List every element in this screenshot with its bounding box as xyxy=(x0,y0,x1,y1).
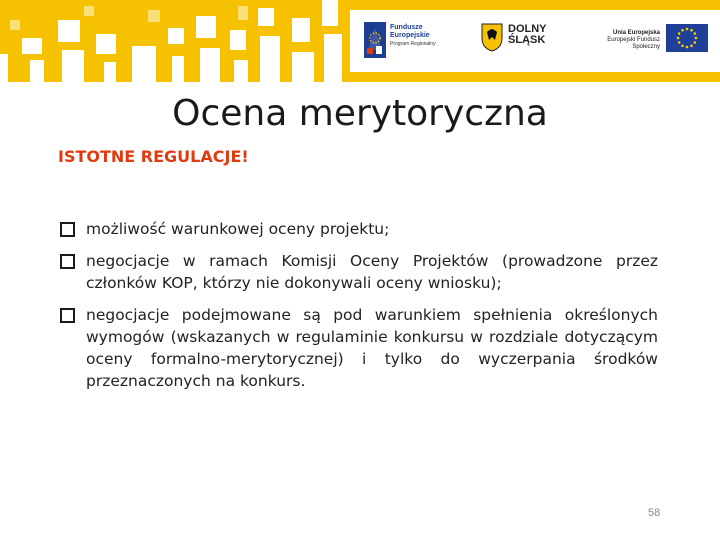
banner-decor xyxy=(30,60,44,82)
bullet-item xyxy=(58,250,658,294)
dolny-slask-text xyxy=(508,24,547,46)
banner-decor xyxy=(324,34,342,82)
banner-decor xyxy=(0,54,8,82)
bullet-text: możliwość warunkowej oceny projektu; xyxy=(86,220,390,238)
banner-decor xyxy=(292,52,314,82)
fundusze-europejskie-icon xyxy=(364,22,386,58)
checkbox-square-icon xyxy=(60,222,75,237)
banner-decor xyxy=(196,16,216,38)
banner-decor xyxy=(258,8,274,26)
fe-line1: Fundusze xyxy=(390,24,423,31)
banner-decor xyxy=(96,34,116,54)
slide-subtitle: ISTOTNE REGULACJE! xyxy=(58,147,249,166)
banner-decor xyxy=(260,36,280,82)
ds-line1: DOLNY xyxy=(508,23,547,35)
banner-decor xyxy=(84,6,94,16)
banner-decor xyxy=(234,60,248,82)
banner-decor xyxy=(230,30,246,50)
banner-decor xyxy=(292,18,310,42)
ds-line2: ŚLĄSK xyxy=(508,34,546,46)
ue-line2: Europejski Fundusz Społeczny xyxy=(607,37,660,50)
header-banner xyxy=(0,0,720,82)
fe-line2: Europejskie xyxy=(390,32,430,39)
fundusze-europejskie-logo xyxy=(364,18,474,64)
bullet-text: negocjacje w ramach Komisji Oceny Projektów (prowadzone przez członków KOP, którzy nie dokonywali oceny wniosku); xyxy=(86,252,658,292)
banner-decor xyxy=(10,20,20,30)
dolny-slask-eagle-icon xyxy=(480,22,504,52)
banner-decor xyxy=(62,50,84,82)
bullet-text: negocjacje podejmowane są pod warunkiem spełnienia określonych wymogów (wskazanych w regulaminie konkursu w rozdziale dotyczącym oceny formalno-merytorycznej) i tylko do wyczerpania środków przeznaczonych na konkurs. xyxy=(86,306,658,390)
checkbox-square-icon xyxy=(60,308,75,323)
banner-decor xyxy=(104,62,116,82)
eu-flag-icon xyxy=(666,24,708,52)
bullet-item xyxy=(58,304,658,392)
bullet-item xyxy=(58,218,658,240)
fundusze-europejskie-text xyxy=(390,24,436,48)
banner-decor xyxy=(238,6,248,20)
ue-text xyxy=(586,30,660,51)
ue-logo xyxy=(586,20,716,60)
banner-decor xyxy=(168,28,184,44)
banner-decor xyxy=(58,20,80,42)
logo-strip xyxy=(350,10,720,72)
banner-decor xyxy=(200,48,220,82)
ue-line1: Unia Europejska xyxy=(612,30,660,36)
fe-line3: Program Regionalny xyxy=(390,41,436,47)
banner-decor xyxy=(322,0,338,26)
banner-decor xyxy=(148,10,160,22)
bullet-list xyxy=(58,218,658,402)
banner-decor xyxy=(132,46,156,82)
dolny-slask-logo xyxy=(480,18,570,64)
page-number: 58 xyxy=(648,507,661,519)
checkbox-square-icon xyxy=(60,254,75,269)
banner-decor xyxy=(22,38,42,54)
slide-title: Ocena merytoryczna xyxy=(172,93,548,134)
banner-decor xyxy=(172,56,184,82)
